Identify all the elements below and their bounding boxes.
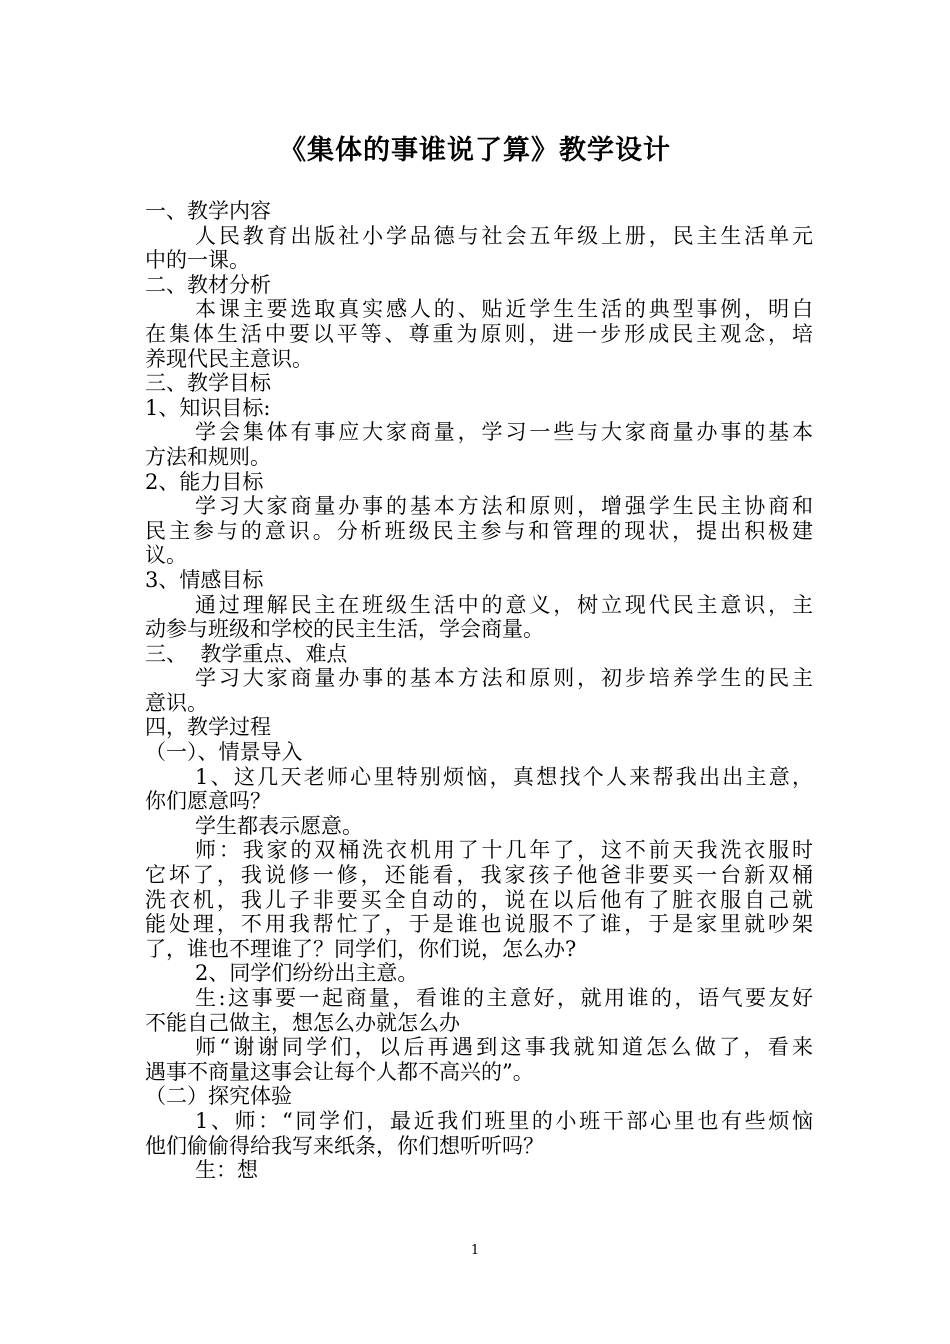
heading-key-points: 三、 教学重点、难点 [145,641,348,666]
paragraph-line: 方法和规则。 [145,444,271,469]
subheading-scenario-intro: （一）、情景导入 [145,740,303,765]
paragraph-line: 生：想 [195,1158,258,1183]
subheading-knowledge-goal: 1、知识目标: [145,395,271,420]
paragraph-line: 民主参与的意识。分析班级民主参与和管理的现状，提出积极建 [145,518,813,543]
paragraph-line: 议。 [145,543,187,568]
heading-teaching-goals: 三、教学目标 [145,371,271,396]
document-body [145,199,813,1183]
paragraph-line: 在集体生活中要以平等、尊重为原则，进一步形成民主观念，培 [145,321,813,346]
subheading-emotion-goal: 3、情感目标 [145,567,264,592]
paragraph-line: 能处理，不用我帮忙了，于是谁也说服不了谁，于是家里就吵架 [145,912,813,937]
paragraph-line: 你们愿意吗？ [145,789,271,814]
paragraph-line: 2、同学们纷纷出主意。 [195,961,419,986]
paragraph-line: 洗衣机，我儿子非要买全自动的，说在以后他有了脏衣服自己就 [145,887,813,912]
heading-material-analysis: 二、教材分析 [145,272,271,297]
subheading-ability-goal: 2、能力目标 [145,469,264,494]
paragraph-line: 他们偷偷得给我写来纸条，你们想听听吗？ [145,1133,544,1158]
subheading-inquiry-experience: （二）探究体验 [145,1084,292,1109]
paragraph-line: 学习大家商量办事的基本方法和原则，初步培养学生的民主 [195,666,813,691]
paragraph-line: 动参与班级和学校的民主生活，学会商量。 [145,617,544,642]
paragraph-line: 1、这几天老师心里特别烦恼，真想找个人来帮我出出主意， [195,764,813,789]
paragraph-line: 学会集体有事应大家商量，学习一些与大家商量办事的基本 [195,420,813,445]
page-number: 1 [470,1243,480,1258]
paragraph-line: 通过理解民主在班级生活中的意义，树立现代民主意识，主 [195,592,813,617]
paragraph-line: 学习大家商量办事的基本方法和原则，增强学生民主协商和 [195,494,813,519]
paragraph-line: 生:这事要一起商量，看谁的主意好，就用谁的，语气要友好 [195,986,813,1010]
paragraph-line: 意识。 [145,690,208,715]
paragraph-line: 学生都表示愿意。 [195,813,363,838]
paragraph-line: 养现代民主意识。 [145,346,313,371]
heading-teaching-content: 一、教学内容 [145,199,271,223]
paragraph-line: 1、师：“同学们，最近我们班里的小班干部心里也有些烦恼 [195,1108,813,1133]
paragraph-line: 师：我家的双桶洗衣机用了十几年了，这不前天我洗衣服时 [195,838,813,863]
paragraph-line: 人民教育出版社小学品德与社会五年级上册，民主生活单元 [195,223,813,248]
paragraph-line: 不能自己做主，想怎么办就怎么办 [145,1010,460,1035]
paragraph-line: 师“谢谢同学们，以后再遇到这事我就知道怎么做了，看来 [195,1035,813,1060]
paragraph-line: 中的一课。 [145,248,250,273]
document-title: 《集体的事谁说了算》教学设计 [279,135,671,166]
paragraph-line: 了，谁也不理谁了？同学们，你们说，怎么办? [145,936,577,961]
paragraph-line: 本课主要选取真实感人的、贴近学生生活的典型事例，明白 [195,297,813,322]
paragraph-line: 它坏了，我说修一修，还能看，我家孩子他爸非要买一台新双桶 [145,863,813,888]
heading-teaching-process: 四，教学过程 [145,715,271,740]
paragraph-line: 遇事不商量这事会让每个人都不高兴的”。 [145,1059,534,1084]
